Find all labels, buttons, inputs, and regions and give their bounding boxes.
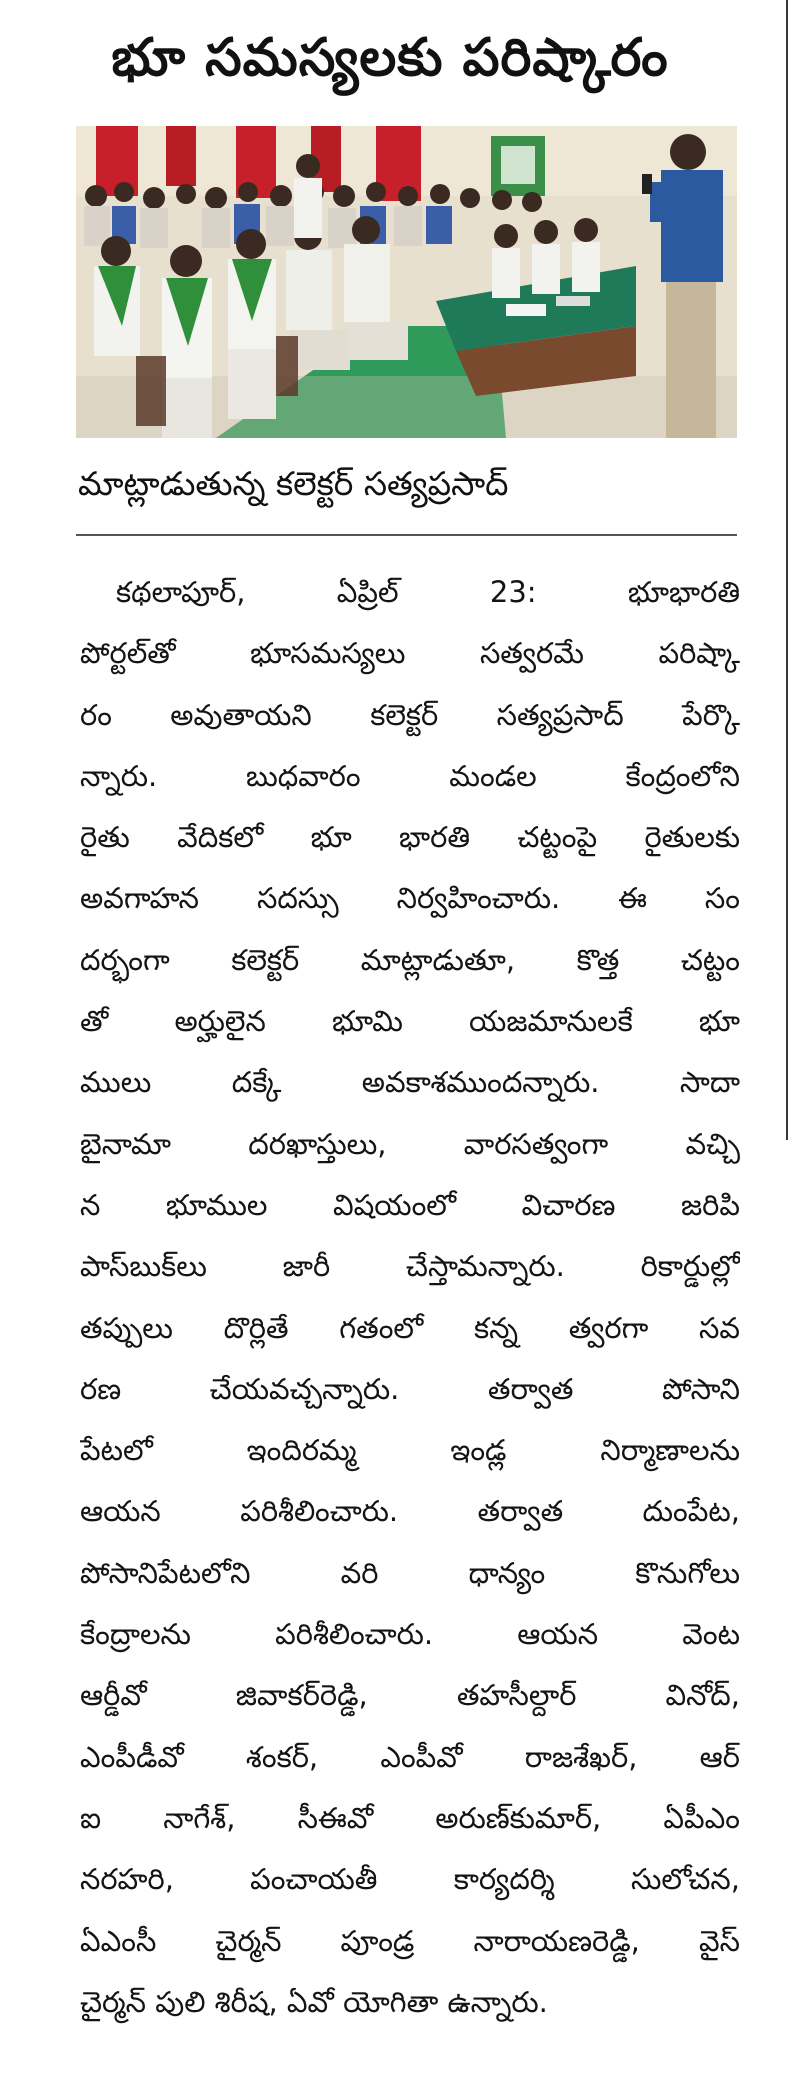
article-line: న భూముల విషయంలో విచారణ జరిపి xyxy=(80,1187,740,1222)
article-line: ఆయన పరిశీలించారు. తర్వాత దుంపేట, xyxy=(80,1494,740,1529)
article-line: నరహరి, పంచాయతీ కార్యదర్శి సులోచన, xyxy=(80,1862,740,1897)
article-line: రణ చేయవచ్చన్నారు. తర్వాత పోసాని xyxy=(80,1371,740,1406)
news-photo xyxy=(76,126,737,438)
article-line: చైర్మన్ పులి శిరీష, ఏవో యోగితా ఉన్నారు. xyxy=(80,1984,548,2019)
article-line: ఐ నాగేశ్, సీఈవో అరుణ్‌కుమార్, ఏపీఎం xyxy=(80,1800,740,1835)
article-body xyxy=(80,562,740,2033)
article-line: అవగాహన సదస్సు నిర్వహించారు. ఈ సం xyxy=(80,881,740,916)
article-line: ఎంపీడీవో శంకర్, ఎంపీవో రాజశేఖర్, ఆర్ xyxy=(80,1739,740,1774)
article-line: బైనామా దరఖాస్తులు, వారసత్వంగా వచ్చి xyxy=(80,1126,740,1161)
headline: భూ సమస్యలకు పరిష్కారం xyxy=(111,28,669,88)
article-line: పేటలో ఇందిరమ్మ ఇండ్ల నిర్మాణాలను xyxy=(80,1433,740,1468)
article-line: ఆర్డీవో జివాకర్‌రెడ్డి, తహసీల్దార్ వినోద్, xyxy=(80,1678,740,1713)
column-rule xyxy=(786,0,788,1140)
article-line: దర్భంగా కలెక్టర్ మాట్లాడుతూ, కొత్త చట్టం xyxy=(80,942,740,977)
article-line: రం అవుతాయని కలెక్టర్ సత్యప్రసాద్ పేర్కొ xyxy=(80,697,740,732)
article-line: పోర్టల్‌తో భూసమస్యలు సత్వరమే పరిష్కా xyxy=(80,636,740,671)
article-line: న్నారు. బుధవారం మండల కేంద్రంలోని xyxy=(80,758,740,793)
article-line: పాస్‌బుక్‌లు జారీ చేస్తామన్నారు. రికార్డుల్లో xyxy=(80,1249,740,1284)
article-line: తో అర్హులైన భూమి యజమానులకే భూ xyxy=(80,1004,740,1039)
article-line: రైతు వేదికలో భూ భారతి చట్టంపై రైతులకు xyxy=(80,820,740,855)
photo-caption: మాట్లాడుతున్న కలెక్టర్ సత్యప్రసాద్ xyxy=(78,464,509,503)
photo-meeting-icon xyxy=(76,126,737,438)
article-line: ములు దక్కే అవకాశముందన్నారు. సాదా xyxy=(80,1065,740,1100)
article-line: కథలాపూర్, ఏప్రిల్ 23: భూభారతి xyxy=(116,575,740,609)
article-line: తప్పులు దొర్లితే గతంలో కన్న త్వరగా సవ xyxy=(80,1310,740,1345)
article-line: పోసానిపేటలోని వరి ధాన్యం కొనుగోలు xyxy=(80,1555,740,1590)
article-line: కేంద్రాలను పరిశీలించారు. ఆయన వెంట xyxy=(80,1617,740,1652)
article-line: ఏఎంసీ చైర్మన్ పూండ్ర నారాయణరెడ్డి, వైస్ xyxy=(80,1923,740,1958)
caption-divider xyxy=(76,534,737,536)
